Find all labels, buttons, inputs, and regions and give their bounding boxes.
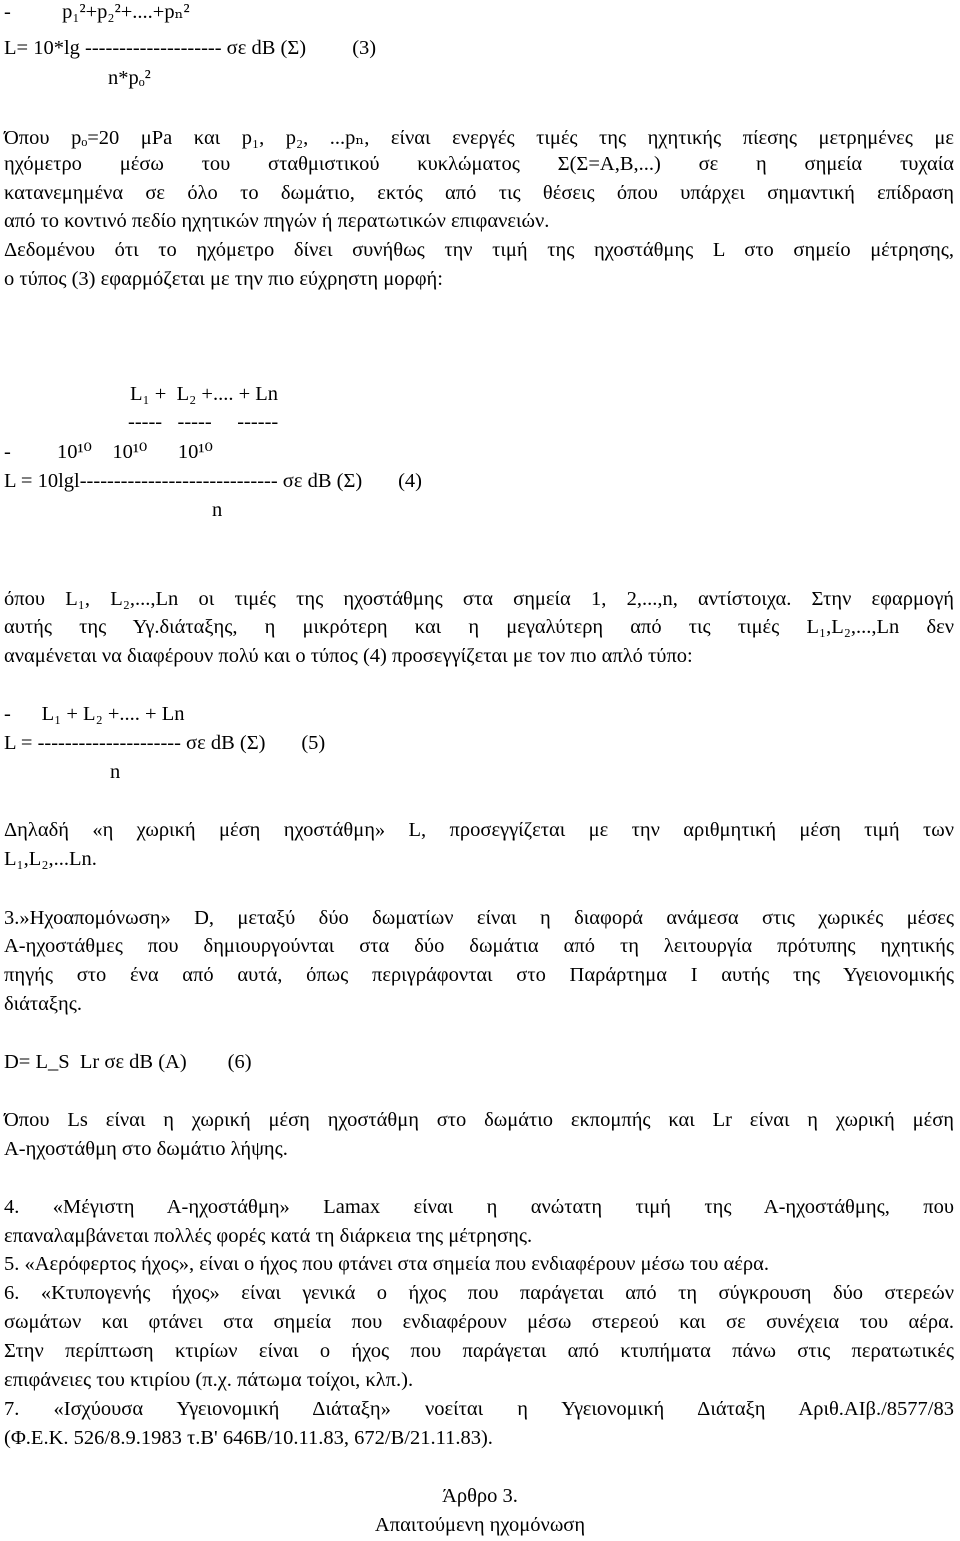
formula-5-numerator: - L₁ + L₂ +.... + Ln (4, 703, 185, 725)
formula-4-numerator: L₁ + L₂ +.... + Ln (130, 383, 279, 405)
formula-5-main: L = --------------------- σε dB (Σ) (5) (4, 732, 326, 754)
paragraph-line: Στην περίπτωση κτιρίων είναι ο ήχος που παράγεται από κτυπήματα πάνω στις περατωτικές (4, 1340, 954, 1362)
paragraph-line: διάταξης. (4, 993, 82, 1015)
paragraph-line: επιφάνειες του κτιρίου (π.χ. πάτωμα τοίχοι, κλπ.). (4, 1369, 414, 1391)
paragraph-line: 7. «Ισχύουσα Υγειονομική Διάταξη» νοείται η Υγειονομική Διάταξη Αριθ.ΑΙβ./8577/83 (4, 1398, 954, 1420)
paragraph-line: από το κοντινό πεδίο ηχητικών πηγών ή περατωτικών επιφανειών. (4, 210, 550, 232)
formula-3-numerator: - p₁²+p₂²+....+pₙ² (4, 1, 190, 23)
article-number: Άρθρο 3. (442, 1485, 518, 1507)
paragraph-line: (Φ.Ε.Κ. 526/8.9.1983 τ.Β' 646Β/10.11.83, 672/Β/21.11.83). (4, 1427, 493, 1449)
paragraph-line: Δεδομένου ότι το ηχόμετρο δίνει συνήθως την τιμή της ηχοστάθμης L στο σημείο μέτρησης, (4, 239, 954, 261)
paragraph-line: 5. «Αερόφερτος ήχος», είναι ο ήχος που φτάνει στα σημεία που ενδιαφέρουν μέσω του αέρα. (4, 1253, 770, 1275)
formula-6: D= L_S Lr σε dB (A) (6) (4, 1051, 252, 1073)
formula-5-denominator: n (110, 761, 121, 783)
paragraph-line: 6. «Κτυπογενής ήχος» είναι γενικά ο ήχος που παράγεται από τη σύγκρουση δύο στερεών (4, 1282, 954, 1304)
article-title: Απαιτούμενη ηχομόνωση (374, 1514, 586, 1536)
formula-3-denominator: n*pₒ² (108, 67, 151, 89)
paragraph-line: αυτής της Υγ.διάταξης, η μικρότερη και η μεγαλύτερη από τις τιμές L₁,L₂,...,Ln δεν (4, 616, 954, 638)
paragraph-line: Α-ηχοστάθμη στο δωμάτιο λήψης. (4, 1138, 288, 1160)
formula-4-main: L = 10lgl----------------------------- σε dB (Σ) (4) (4, 470, 423, 492)
paragraph-line: όπου L₁, L₂,...,Ln οι τιμές της ηχοστάθμης στα σημεία 1, 2,...,n, αντίστοιχα. Στην εφαρμογή (4, 588, 954, 610)
paragraph-line: αναμένεται να διαφέρουν πολύ και ο τύπος (4) προσεγγίζεται με τον πιο απλό τύπο: (4, 645, 693, 667)
paragraph-line: πηγής στο ένα από αυτά, όπως περιγράφονται στο Παράρτημα Ι αυτής της Υγειονομικής (4, 964, 954, 986)
paragraph-line: L₁,L₂,...Ln. (4, 848, 97, 870)
paragraph-line: Όπου Ls είναι η χωρική μέση ηχοστάθμη στο δωμάτιο εκπομπής και Lr είναι η χωρική μέση (4, 1109, 954, 1131)
formula-3-main: L= 10*lg -------------------- σε dB (Σ) (3) (4, 37, 377, 59)
paragraph-line: ο τύπος (3) εφαρμόζεται με την πιο εύχρηστη μορφή: (4, 268, 443, 290)
paragraph-line: Δηλαδή «η χωρική μέση ηχοστάθμη» L, προσεγγίζεται με την αριθμητική μέση τιμή των (4, 819, 954, 841)
paragraph-line: σωμάτων και φτάνει στα σημεία που ενδιαφέρουν μέσω στερεού και σε συνέχεια του αέρα. (4, 1311, 954, 1333)
formula-4-powers: - 10¹⁰ 10¹⁰ 10¹⁰ (4, 441, 213, 463)
paragraph-line: Όπου pₒ=20 μPa και p₁, p₂, ...pₙ, είναι ενεργές τιμές της ηχητικής πίεσης μετρημένες με (4, 127, 954, 149)
paragraph-line: κατανεμημένα σε όλο το δωμάτιο, εκτός από τις θέσεις όπου υπάρχει σημαντική επίδραση (4, 182, 954, 204)
paragraph-line: Α-ηχοστάθμες που δημιουργούνται στα δύο δωμάτια από τη λειτουργία πρότυπης ηχητικής (4, 935, 954, 957)
formula-4-dashes: ----- ----- ------ (128, 411, 279, 433)
paragraph-line: 3.»Ηχοαπομόνωση» D, μεταξύ δύο δωματίων είναι η διαφορά ανάμεσα στις χωρικές μέσες (4, 907, 954, 929)
paragraph-line: 4. «Μέγιστη Α-ηχοστάθμη» Lamax είναι η ανώτατη τιμή της Α-ηχοστάθμης, που (4, 1196, 954, 1218)
paragraph-line: επαναλαμβάνεται πολλές φορές κατά τη διάρκεια της μέτρησης. (4, 1225, 533, 1247)
paragraph-line: ηχόμετρο μέσω του σταθμιστικού κυκλώματος Σ(Σ=A,B,...) σε η σημεία τυχαία (4, 153, 954, 175)
formula-4-denominator: n (212, 499, 223, 521)
